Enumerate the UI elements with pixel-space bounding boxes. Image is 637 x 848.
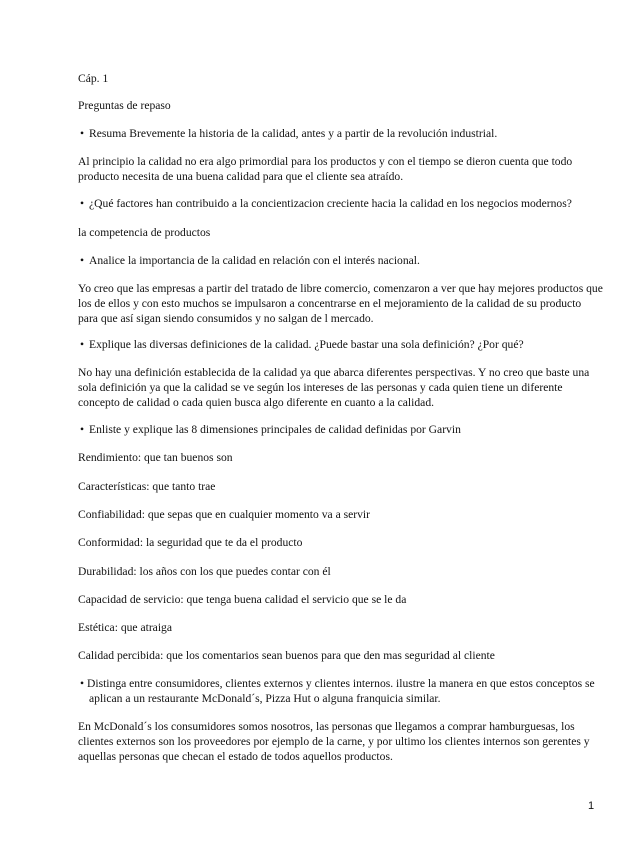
answer-6: En McDonald´s los consumidores somos nosotros, las personas que llegamos a comprar hamburguesas, los clientes externos son los proveedores por ejemplo de la carne, y por ultimo los clientes internos son gerentes y aquellas personas que checan el estado de todos aquellos productos. [78, 720, 590, 763]
chapter-heading: Cáp. 1 [78, 72, 109, 85]
answer-4: No hay una definición establecida de la calidad ya que abarca diferentes perspectivas. Y no creo que baste una sola definición ya que la calidad se ve según los intereses de las personas y cada quien tiene un diferente concepto de calidad o cada quien busca algo diferente en cuanto a la calidad. [78, 366, 590, 409]
dimension-item: Capacidad de servicio: que tenga buena calidad el servicio que se le da [78, 593, 407, 606]
bullet-icon: • [80, 677, 85, 690]
dimension-item: Estética: que atraiga [78, 621, 172, 634]
dimension-item: Calidad percibida: que los comentarios sean buenos para que den mas seguridad al cliente [78, 649, 495, 662]
dimension-item: Durabilidad: los años con los que puedes contar con él [78, 565, 331, 578]
answer-3: Yo creo que las empresas a partir del tratado de libre comercio, comenzaron a ver que hay mejores productos que los de ellos y con esto muchos se impulsaron a concentrarse en el mejoramiento de la calidad de su producto para que así sigan siendo consumidos y no salgan de l mercado. [78, 282, 603, 325]
question-2: • ¿Qué factores han contribuido a la concientizacion creciente hacia la calidad en los negocios modernos? [80, 197, 572, 210]
answer-2: la competencia de productos [78, 226, 211, 239]
dimension-item: Conformidad: la seguridad que te da el producto [78, 536, 303, 549]
question-3: • Analice la importancia de la calidad en relación con el interés nacional. [80, 254, 420, 267]
question-5: • Enliste y explique las 8 dimensiones principales de calidad definidas por Garvin [80, 423, 461, 436]
section-title: Preguntas de repaso [78, 99, 171, 112]
question-4: • Explique las diversas definiciones de la calidad. ¿Puede bastar una sola definición? ¿Por qué? [80, 338, 524, 351]
question-1: • Resuma Brevemente la historia de la calidad, antes y a partir de la revolución industrial. [80, 127, 498, 140]
bullet-icon: • [80, 423, 85, 436]
answer-1: Al principio la calidad no era algo primordial para los productos y con el tiempo se dieron cuenta que todo producto necesita de una buena calidad para que el cliente sea atraído. [78, 155, 573, 183]
dimension-item: Rendimiento: que tan buenos son [78, 451, 233, 464]
question-6: • Distinga entre consumidores, clientes externos y clientes internos. ilustre la manera en que estos conceptos se aplican a un restaurante McDonald´s, Pizza Hut o alguna franquicia similar. [80, 677, 595, 705]
dimension-item: Características: que tanto trae [78, 480, 216, 493]
bullet-icon: • [80, 338, 85, 351]
bullet-icon: • [80, 197, 85, 210]
page-number: 1 [588, 800, 595, 812]
bullet-icon: • [80, 127, 85, 140]
bullet-icon: • [80, 254, 85, 267]
dimension-item: Confiabilidad: que sepas que en cualquier momento va a servir [78, 508, 371, 521]
